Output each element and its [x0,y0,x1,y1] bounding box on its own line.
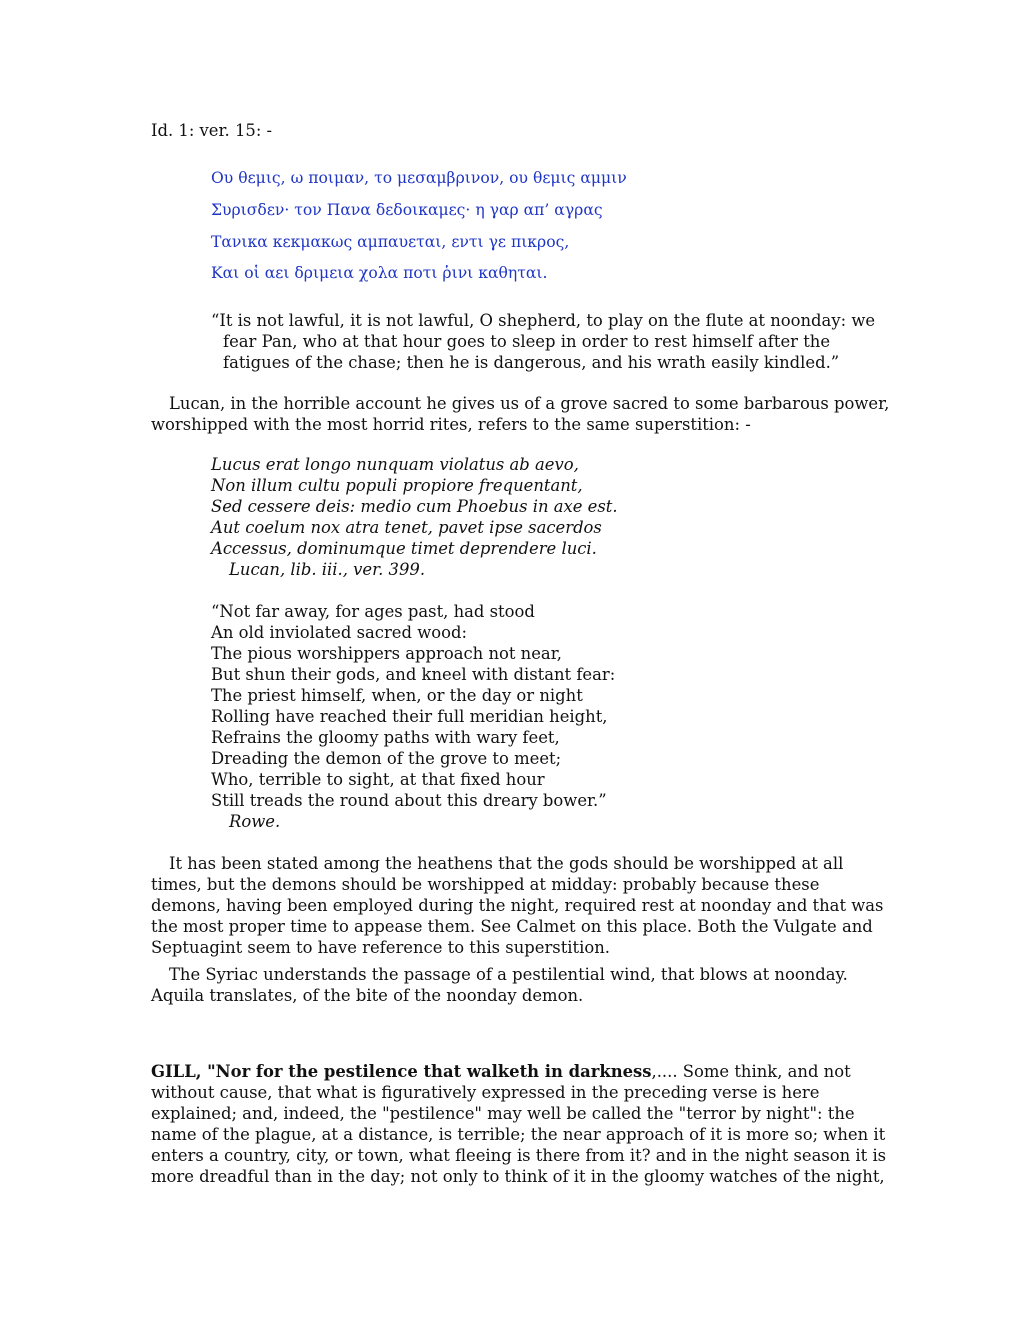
poem-line: Still treads the round about this dreary bower.” [211,791,607,810]
paragraph-line: more dreadful than in the day; not only to think of it in the gloomy watches of the night, [151,1167,885,1186]
poem-line: Rolling have reached their full meridian height, [211,707,608,726]
greek-line: Συρισδεν· τον Πανα δεδοικαμες· η γαρ απ’ αγρας [211,201,603,219]
paragraph-line: Aquila translates, of the bite of the noonday demon. [151,986,584,1005]
greek-line: Και οἱ αει δριμεια χολα ποτι ῥινι καθηται. [211,264,548,282]
paragraph-line: Lucan, in the horrible account he gives us of a grove sacred to some barbarous power, [169,394,890,413]
greek-line: Τανικα κεκμακως αμπαυεται, εντι γε πικρος, [211,233,570,251]
lucan-paragraph [151,393,889,435]
quote-line: fear Pan, who at that hour goes to sleep in order to rest himself after the [223,332,831,351]
gill-heading: GILL, "Nor for the pestilence that walketh in darkness [151,1062,652,1081]
poem-line: Who, terrible to sight, at that fixed hour [211,770,545,789]
paragraph-line: Septuagint seem to have reference to this superstition. [151,938,611,957]
greek-line: Ου θεμις, ω ποιμαν, το μεσαμβρινον, ου θεμις αμμιν [211,169,627,187]
paragraph-line: worshipped with the most horrid rites, refers to the same superstition: - [151,415,751,434]
poem-line: Refrains the gloomy paths with wary feet, [211,728,560,747]
poem-line: “Not far away, for ages past, had stood [211,602,535,621]
verse-reference: Id. 1: ver. 15: - [151,121,273,140]
latin-line: Sed cessere deis: medio cum Phoebus in axe est. [211,497,618,516]
paragraph-line: The Syriac understands the passage of a pestilential wind, that blows at noonday. [169,965,848,984]
latin-verse [211,454,618,580]
latin-attribution: Lucan, lib. iii., ver. 399. [229,560,426,579]
paragraph-line: enters a country, city, or town, what fleeing is there from it? and in the night season it is [151,1146,887,1165]
english-poem [211,601,615,832]
syriac-paragraph [151,964,848,1006]
latin-line: Lucus erat longo nunquam violatus ab aevo, [211,455,579,474]
paragraph-line: name of the plague, at a distance, is terrible; the near approach of it is more so; when it [151,1125,886,1144]
poem-line: Dreading the demon of the grove to meet; [211,749,562,768]
paragraph-line: the most proper time to appease them. See Calmet on this place. Both the Vulgate and [151,917,873,936]
latin-line: Accessus, dominumque timet deprendere luci. [211,539,597,558]
poem-line: An old inviolated sacred wood: [211,623,467,642]
paragraph-line: It has been stated among the heathens that the gods should be worshipped at all [169,854,844,873]
poem-attribution: Rowe. [229,812,281,831]
latin-line: Non illum cultu populi propiore frequentant, [211,476,583,495]
poem-line: The priest himself, when, or the day or night [211,686,583,705]
translation-quote [211,310,875,373]
latin-line: Aut coelum nox atra tenet, pavet ipse sacerdos [211,518,602,537]
paragraph-line: times, but the demons should be worshipped at midday: probably because these [151,875,820,894]
gill-first-line-rest: ,.... Some think, and not [651,1062,851,1081]
quote-line: fatigues of the chase; then he is dangerous, and his wrath easily kindled.” [223,353,840,372]
poem-line: The pious worshippers approach not near, [211,644,562,663]
paragraph-line: explained; and, indeed, the "pestilence" may well be called the "terror by night": the [151,1104,855,1123]
paragraph-line: demons, having been employed during the night, required rest at noonday and that was [151,896,884,915]
quote-line: “It is not lawful, it is not lawful, O shepherd, to play on the flute at noonday: we [211,311,876,330]
poem-line: But shun their gods, and kneel with distant fear: [211,665,616,684]
paragraph-line: without cause, that what is figuratively expressed in the preceding verse is here [151,1083,820,1102]
gill-first-line [151,1061,886,1082]
heathens-paragraph [151,853,883,958]
gill-commentary [151,1061,886,1187]
